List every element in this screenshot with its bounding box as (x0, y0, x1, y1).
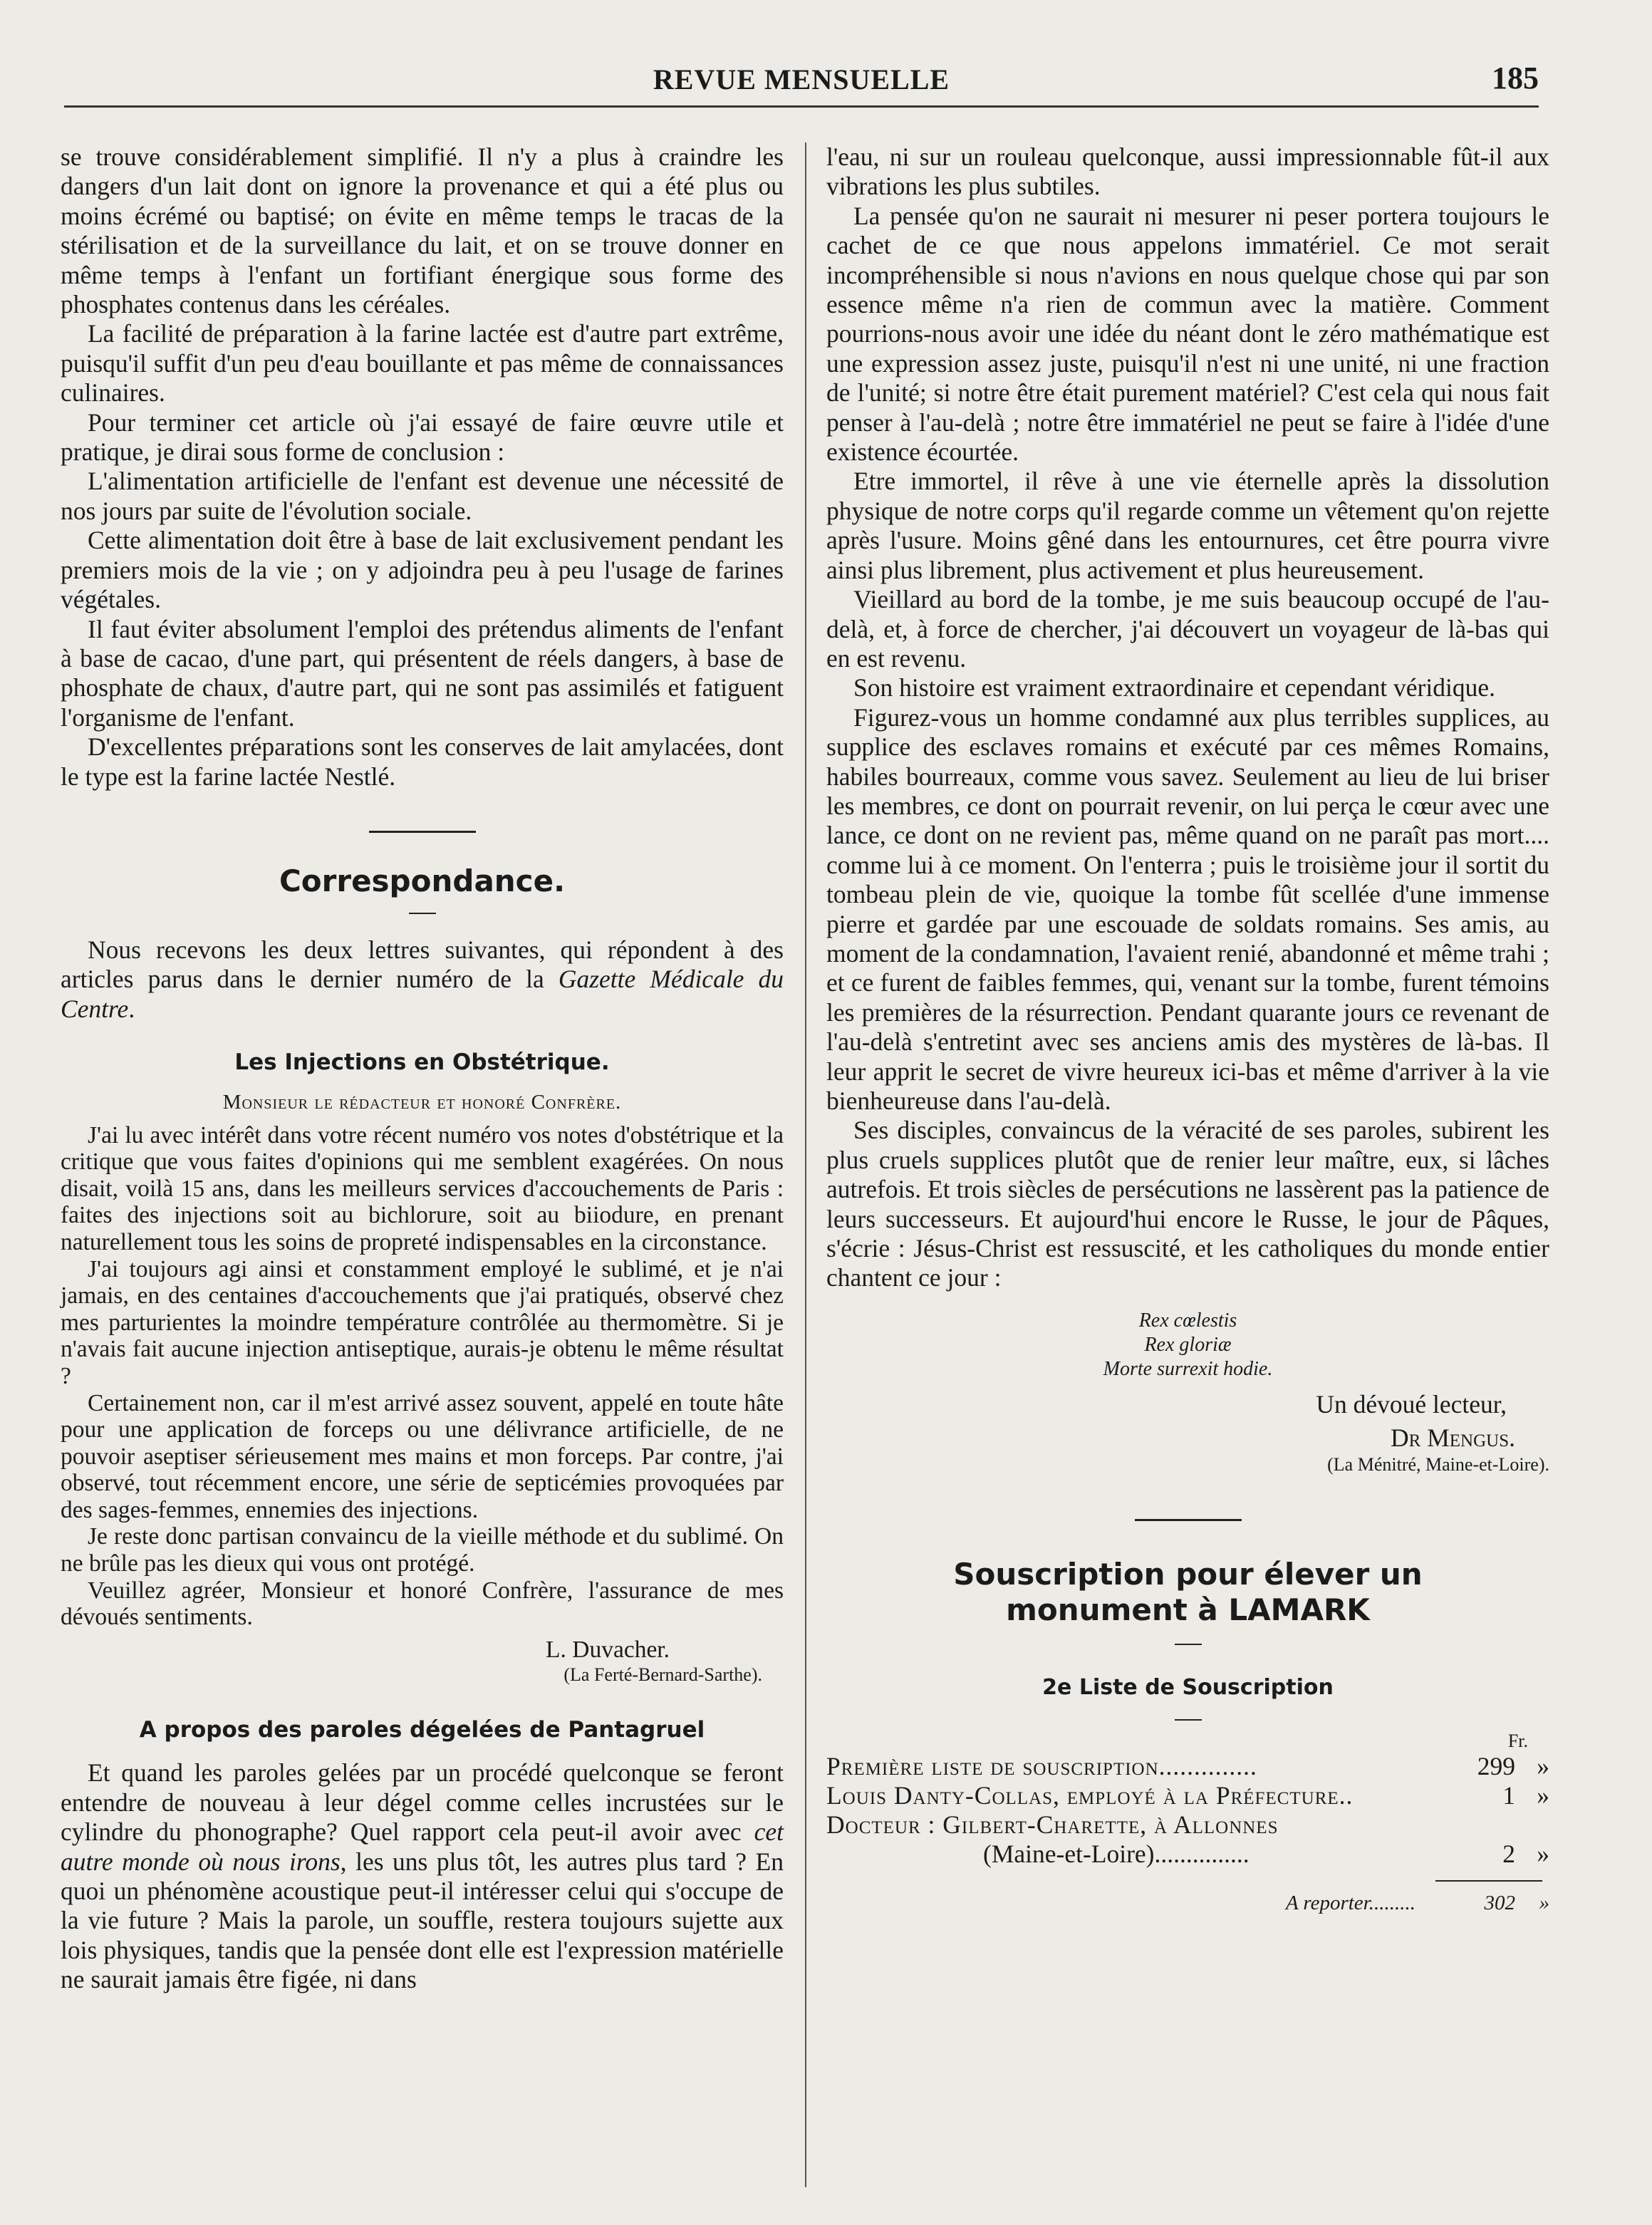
letter1-body (61, 1122, 784, 1688)
row-mark: » (1537, 1751, 1549, 1780)
row-mark: » (1537, 1780, 1549, 1810)
paragraph: se trouve considérablement simplifié. Il n'y a plus à craindre les dangers d'un lait dont on ignore la provenance et qui a été plus ou moins écrémé ou baptisé; on évite en même temps le tracas de la stérilisation et de la surveillance du lait, et on se trouve donner en même temps à l'enfant un fortifiant énergique sous forme des phosphates contenus dans les céréales. (61, 142, 784, 319)
row-amount: 299 (1477, 1751, 1515, 1780)
journal-name: Gazette Médicale du Centre (61, 965, 784, 1023)
paragraph: Pour terminer cet article où j'ai essayé de faire œuvre utile et pratique, je dirai sous forme de conclusion : (61, 408, 784, 467)
paragraph: Figurez-vous un homme condamné aux plus terribles supplices, au supplice des esclaves romains et exécuté par ces mêmes Romains, habiles bourreaux, comme vous savez. Seulement au lieu de lui briser les membres, ce dont on pourrait revenir, on lui perça le cœur avec une lance, ce dont on ne revient pas, même quand on ne paraît pas mort.... comme lui à ce moment. On l'enterra ; puis le troisième jour il sortit du tombeau plein de vie, quoique la tombe fût scellée d'une immense pierre et gardée par une escouade de soldats romains. Ses amis, au moment de la condamnation, l'avaient renié, abandonné et même trahi ; et ce furent de faibles femmes, qui, venant sur la tombe, furent témoins les premières de la résurrection. Pendant quarante jours ce revenant de l'au-delà s'entretint avec ses anciens amis des mystères de là-bas. Il leur apprit le secret de vivre heureux ici-bas et même d'arriver à la vie bienheureuse dans l'au-delà. (826, 702, 1549, 1115)
right-column (826, 142, 1549, 1918)
letter1-place: (La Ferté-Bernard-Sarthe). (563, 1664, 762, 1686)
verse-line: Rex cœlestis (1138, 1309, 1237, 1332)
column-divider (805, 142, 806, 2187)
latin-verse (826, 1309, 1549, 1381)
paragraph: D'excellentes préparations sont les conserves de lait amylacées, dont le type est la farine lactée Nestlé. (61, 732, 784, 791)
total-rule (1435, 1880, 1542, 1882)
verse-line: Rex gloriæ (1144, 1333, 1232, 1356)
subscription-row (826, 1752, 1549, 1781)
text-span: , les uns plus tôt, les autres plus tard ? En quoi un phénomène acoustique peut-il intéresser celui qui s'occupe de la vie future ? Mais la parole, un souffle, restera toujours sujette aux lois physiques, tandis que la pensée dont elle est l'expression matérielle ne saurait jamais être figée, ni dans (61, 1847, 784, 1994)
row-label: Louis Danty-Collas, employé à la Préfecture.. (826, 1780, 1354, 1810)
letter2-paragraph (61, 1758, 784, 1994)
subscription-title-line2: monument à LAMARK (1006, 1592, 1370, 1627)
verse-line: Morte surrexit hodie. (1103, 1357, 1273, 1380)
row-label: (Maine-et-Loire)............... (983, 1839, 1250, 1868)
total-mark: » (1539, 1891, 1549, 1914)
row-label: Première liste de souscription.............. (826, 1751, 1257, 1780)
letter2-author-place: (La Ménitré, Maine-et-Loire). (1327, 1453, 1549, 1475)
section-separator (369, 831, 476, 833)
closing-formula: Un dévoué lecteur, (1316, 1389, 1507, 1418)
paragraph: La facilité de préparation à la farine lactée est d'autre part extrême, puisqu'il suffit d'un peu d'eau bouillante et pas même de connaissances culinaires. (61, 319, 784, 408)
subscription-list-title: 2e Liste de Souscription (1042, 1674, 1334, 1700)
paragraph: L'alimentation artificielle de l'enfant est devenue une nécessité de nos jours par suite de l'évolution sociale. (61, 467, 784, 525)
paragraph: l'eau, ni sur un rouleau quelconque, aussi impressionnable fût-il aux vibrations les plus subtiles. (826, 142, 1549, 201)
currency-header: Fr. (1507, 1730, 1528, 1751)
letter2-author: Dr Mengus. (1391, 1423, 1515, 1453)
page-number: 185 (1492, 61, 1539, 95)
paragraph: Etre immortel, il rêve à une vie éternelle après la dissolution physique de notre corps qu'il regarde comme un vêtement qu'on rejette après l'usure. Moins gêné dans les entournures, cet être pourra vivre ainsi plus librement, plus activement et plus heureusement. (826, 467, 1549, 584)
paragraph: Ses disciples, convaincus de la véracité de ses paroles, subirent les plus cruels supplices plutôt que de renier leur maître, eux, si lâches autrefois. Et trois siècles de persécutions ne lassèrent pas la patience de leurs successeurs. Et aujourd'hui encore le Russe, le jour de Pâques, s'écrie : Jésus-Christ est ressuscité, et les catholiques du monde entier chantent ce jour : (826, 1116, 1549, 1292)
title-separator (1175, 1719, 1202, 1721)
title-separator (1175, 1644, 1202, 1645)
intro-text: Nous recevons les deux lettres suivantes, qui répondent à des articles parus dans le dernier numéro de la (61, 935, 784, 994)
italic-span: cet autre monde où nous irons (61, 1817, 784, 1876)
total-amount: 302 (1484, 1891, 1515, 1914)
paragraph: La pensée qu'on ne saurait ni mesurer ni peser portera toujours le cachet de ce que nous appelons immatériel. Ce mot serait incompréhensible si nous n'avions en nous quelque chose qui par son essence même n'a rien de commun avec la matière. Comment pourrions-nous avoir une idée du néant dont le zéro mathématique est une expression assez juste, puisqu'il n'est ni une unité, ni une fraction de l'unité; si notre être était purement matériel? C'est cela qui nous fait penser à l'au-delà ; notre être immatériel ne peut se faire à l'idée d'une existence écourtée. (826, 201, 1549, 467)
correspondance-intro (61, 935, 784, 1024)
total-label: A reporter......... (1285, 1891, 1415, 1914)
subscription-row (826, 1810, 1549, 1840)
paragraph: Certainement non, car il m'est arrivé assez souvent, appelé en toute hâte pour une application de forceps ou une délivrance artificielle, de ne pouvoir aseptiser sérieusement mes mains et mon forceps. Par contre, j'ai observé, tout récemment encore, une série de septicémies provoquées par des sages-femmes, ennemies des injections. (61, 1389, 784, 1523)
paragraph: Vieillard au bord de la tombe, je me suis beaucoup occupé de l'au-delà, et, à force de chercher, j'ai découvert un voyageur de là-bas qui en est revenu. (826, 585, 1549, 673)
subscription-row (826, 1781, 1549, 1810)
letter2-title: A propos des paroles dégelées de Pantagruel (139, 1717, 705, 1743)
correspondance-title: Correspondance. (279, 863, 566, 898)
letter1-salutation: Monsieur le rédacteur et honoré Confrère. (222, 1091, 622, 1114)
row-amount: 1 (1502, 1780, 1515, 1810)
paragraph: Il faut éviter absolument l'emploi des prétendus aliments de l'enfant à base de cacao, d'une part, qui présentent de réels dangers, à base de phosphate de chaux, d'autre part, qui ne sont pas assimilés et fatiguent l'organisme de l'enfant. (61, 614, 784, 732)
row-label: Docteur : Gilbert-Charette, à Allonnes (826, 1810, 1279, 1839)
title-separator (409, 913, 436, 914)
letter1-signature: L. Duvacher. (546, 1636, 670, 1663)
row-mark: » (1537, 1839, 1549, 1868)
left-column (61, 142, 784, 1995)
paragraph: Cette alimentation doit être à base de lait exclusivement pendant les premiers mois de la vie ; on y adjoindra peu à peu l'usage de farines végétales. (61, 526, 784, 614)
paragraph: J'ai lu avec intérêt dans votre récent numéro vos notes d'obstétrique et la critique que vous faites d'opinions qui me semblent exagérées. On nous disait, voilà 15 ans, dans les meilleurs services d'accouchements de Paris : faites des injections soit au bichlorure, soit au biiodure, en prenant naturellement tous les soins de propreté indispensables en la circonstance. (61, 1121, 784, 1255)
page-header (64, 56, 1539, 108)
intro-end: . (128, 994, 135, 1023)
paragraph: Son histoire est vraiment extraordinaire et cependant véridique. (853, 673, 1495, 702)
subscription-total (826, 1889, 1549, 1918)
row-amount: 2 (1502, 1839, 1515, 1868)
paragraph: Je reste donc partisan convaincu de la vieille méthode et du sublimé. On ne brûle pas les dieux qui vous ont protégé. (61, 1523, 784, 1577)
letter1-title: Les Injections en Obstétrique. (234, 1049, 610, 1076)
text-span: Et quand les paroles gelées par un procédé quelconque se feront entendre de nouveau à leur dégel comme celles incrustées sur le cylindre du phonographe? Quel rapport cela peut-il avoir avec (61, 1758, 784, 1847)
section-separator (1135, 1519, 1242, 1521)
running-title: REVUE MENSUELLE (653, 63, 950, 95)
subscription-title-line1: Souscription pour élever un (953, 1556, 1423, 1592)
subscription-row (826, 1840, 1549, 1869)
paragraph: J'ai toujours agi ainsi et constamment employé le sublimé, et je n'ai jamais, en des centaines d'accouchements que j'ai pratiqués, observé chez mes parturientes la moindre température contrôlée au thermomètre. Si je n'avais fait aucune injection antiseptique, aurais-je obtenu le même résultat ? (61, 1255, 784, 1389)
paragraph: Veuillez agréer, Monsieur et honoré Confrère, l'assurance de mes dévoués sentiments. (61, 1577, 784, 1631)
